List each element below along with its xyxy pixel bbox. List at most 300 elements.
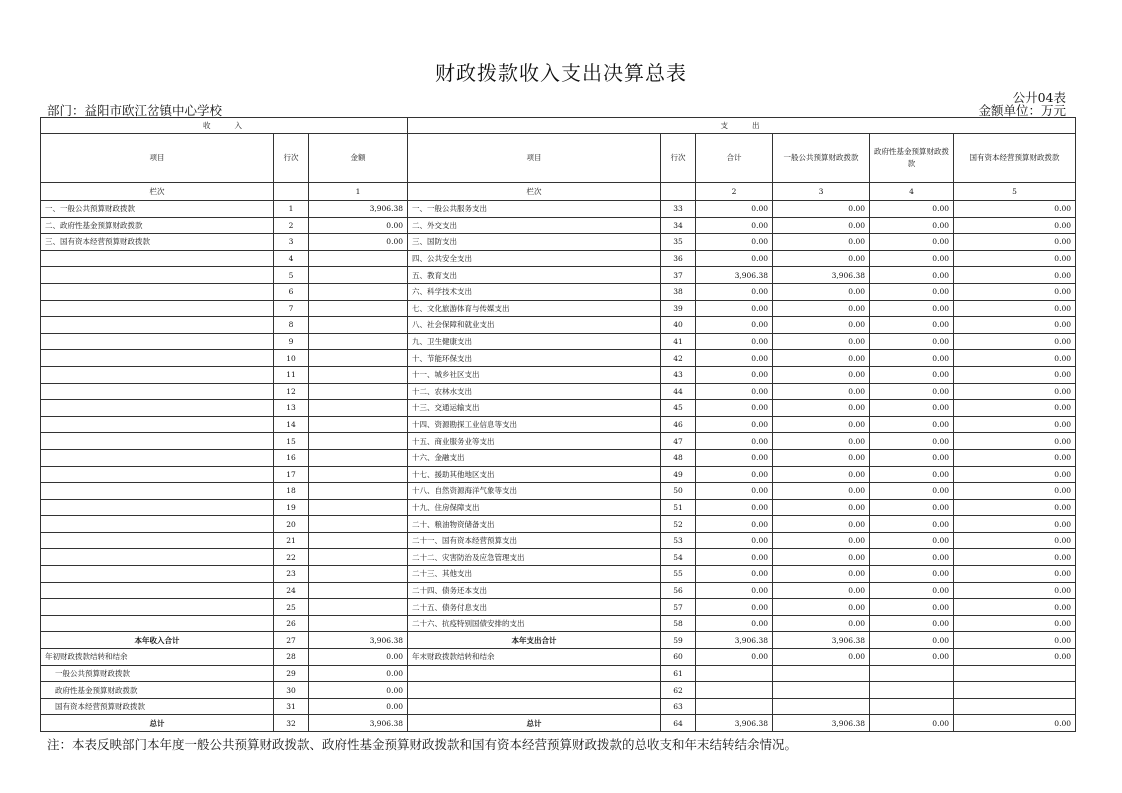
expense-general-cell: 0.00 (773, 283, 870, 300)
expense-row-number: 33 (661, 201, 696, 218)
income-row-number: 2 (274, 217, 309, 234)
income-amount-cell (309, 566, 408, 583)
income-item-cell (41, 532, 274, 549)
financial-table (40, 117, 1076, 732)
income-item-cell (41, 433, 274, 450)
expense-state-cell: 0.00 (954, 217, 1076, 234)
expense-row-number: 55 (661, 566, 696, 583)
income-row-number: 8 (274, 317, 309, 334)
expense-row-number: 62 (661, 682, 696, 699)
table-row (41, 566, 1076, 583)
expense-item-cell: 十七、援助其他地区支出 (408, 466, 661, 483)
expense-general-cell (773, 665, 870, 682)
table-row (41, 300, 1076, 317)
expense-total-cell: 0.00 (696, 250, 773, 267)
income-amount-cell: 0.00 (309, 217, 408, 234)
table-row (41, 499, 1076, 516)
income-amount-cell: 0.00 (309, 665, 408, 682)
expense-general-cell: 0.00 (773, 433, 870, 450)
expense-item-cell: 十、节能环保支出 (408, 350, 661, 367)
expense-total-cell: 0.00 (696, 449, 773, 466)
expense-general-cell: 0.00 (773, 383, 870, 400)
expense-total-cell: 0.00 (696, 383, 773, 400)
expense-row-number: 35 (661, 234, 696, 251)
income-row-number: 22 (274, 549, 309, 566)
expense-total-cell: 0.00 (696, 582, 773, 599)
header-expense-item: 项目 (408, 134, 661, 183)
expense-row-number: 43 (661, 366, 696, 383)
table-row (41, 267, 1076, 284)
income-row-number: 3 (274, 234, 309, 251)
expense-total-cell (696, 665, 773, 682)
income-item-cell (41, 582, 274, 599)
expense-fund-cell: 0.00 (870, 649, 954, 666)
income-item-cell (41, 317, 274, 334)
expense-row-number: 63 (661, 698, 696, 715)
expense-state-cell: 0.00 (954, 599, 1076, 616)
column-index-blank (661, 183, 696, 201)
expense-total-cell: 0.00 (696, 483, 773, 500)
expense-total-cell: 0.00 (696, 532, 773, 549)
expense-state-cell: 0.00 (954, 333, 1076, 350)
income-amount-cell (309, 549, 408, 566)
income-item-cell (41, 499, 274, 516)
column-index-label: 栏次 (41, 183, 274, 201)
expense-item-cell: 二十二、灾害防治及应急管理支出 (408, 549, 661, 566)
table-row (41, 632, 1076, 649)
table-row (41, 549, 1076, 566)
expense-item-cell: 二十五、债务付息支出 (408, 599, 661, 616)
header-income-item: 项目 (41, 134, 274, 183)
expense-general-cell: 0.00 (773, 366, 870, 383)
table-row (41, 250, 1076, 267)
expense-total-cell: 3,906.38 (696, 715, 773, 732)
expense-general-cell: 3,906.38 (773, 267, 870, 284)
expense-fund-cell (870, 698, 954, 715)
expense-fund-cell: 0.00 (870, 366, 954, 383)
table-row (41, 483, 1076, 500)
expense-item-cell: 二十一、国有资本经营预算支出 (408, 532, 661, 549)
expense-row-number: 53 (661, 532, 696, 549)
expense-fund-cell: 0.00 (870, 599, 954, 616)
income-amount-cell (309, 250, 408, 267)
expense-state-cell: 0.00 (954, 283, 1076, 300)
expense-general-cell: 0.00 (773, 466, 870, 483)
expense-state-cell: 0.00 (954, 317, 1076, 334)
department-label: 部门：益阳市欧江岔镇中心学校 (47, 103, 223, 118)
income-item-cell (41, 366, 274, 383)
expense-state-cell: 0.00 (954, 466, 1076, 483)
table-row (41, 715, 1076, 732)
expense-row-number: 42 (661, 350, 696, 367)
expense-item-cell: 十六、金融支出 (408, 449, 661, 466)
income-row-number: 23 (274, 566, 309, 583)
income-row-number: 26 (274, 615, 309, 632)
expense-fund-cell: 0.00 (870, 615, 954, 632)
expense-general-cell: 0.00 (773, 449, 870, 466)
expense-item-cell: 四、公共安全支出 (408, 250, 661, 267)
expense-fund-cell: 0.00 (870, 433, 954, 450)
expense-item-cell: 十二、农林水支出 (408, 383, 661, 400)
column-index-3: 3 (773, 183, 870, 201)
expense-row-number: 47 (661, 433, 696, 450)
income-amount-cell (309, 449, 408, 466)
expense-total-cell: 0.00 (696, 217, 773, 234)
table-row (41, 201, 1076, 218)
expense-general-cell (773, 682, 870, 699)
income-item-cell (41, 350, 274, 367)
expense-row-number: 39 (661, 300, 696, 317)
expense-state-cell: 0.00 (954, 366, 1076, 383)
expense-general-cell: 0.00 (773, 582, 870, 599)
income-row-number: 1 (274, 201, 309, 218)
income-item-cell: 一、一般公共预算财政拨款 (41, 201, 274, 218)
expense-total-cell: 0.00 (696, 566, 773, 583)
income-item-cell: 年初财政拨款结转和结余 (41, 649, 274, 666)
income-amount-cell: 0.00 (309, 649, 408, 666)
table-row (41, 283, 1076, 300)
column-index-label: 栏次 (408, 183, 661, 201)
income-item-cell (41, 549, 274, 566)
income-amount-cell (309, 317, 408, 334)
expense-fund-cell: 0.00 (870, 483, 954, 500)
expense-row-number: 41 (661, 333, 696, 350)
expense-general-cell: 0.00 (773, 217, 870, 234)
column-index-5: 5 (954, 183, 1076, 201)
expense-fund-cell: 0.00 (870, 300, 954, 317)
income-item-cell (41, 283, 274, 300)
table-row (41, 350, 1076, 367)
expense-general-cell: 3,906.38 (773, 715, 870, 732)
expense-total-cell: 0.00 (696, 549, 773, 566)
expense-total-cell: 0.00 (696, 350, 773, 367)
expense-general-cell: 0.00 (773, 532, 870, 549)
expense-state-cell: 0.00 (954, 549, 1076, 566)
income-item-cell (41, 400, 274, 417)
income-row-number: 20 (274, 516, 309, 533)
unit-label: 金额单位：万元 (978, 103, 1066, 118)
expense-section-header: 支 出 (408, 118, 1076, 134)
income-item-cell (41, 615, 274, 632)
income-row-number: 5 (274, 267, 309, 284)
income-amount-cell (309, 582, 408, 599)
expense-row-number: 64 (661, 715, 696, 732)
expense-total-cell (696, 682, 773, 699)
expense-state-cell: 0.00 (954, 250, 1076, 267)
income-amount-cell (309, 532, 408, 549)
expense-item-cell: 本年支出合计 (408, 632, 661, 649)
income-row-number: 10 (274, 350, 309, 367)
income-amount-cell (309, 300, 408, 317)
table-row (41, 649, 1076, 666)
expense-general-cell: 3,906.38 (773, 632, 870, 649)
expense-fund-cell: 0.00 (870, 516, 954, 533)
expense-state-cell: 0.00 (954, 566, 1076, 583)
income-amount-cell (309, 350, 408, 367)
income-item-cell (41, 333, 274, 350)
expense-fund-cell: 0.00 (870, 549, 954, 566)
income-amount-cell (309, 433, 408, 450)
income-item-cell (41, 416, 274, 433)
expense-total-cell: 0.00 (696, 400, 773, 417)
table-row (41, 582, 1076, 599)
income-amount-cell (309, 283, 408, 300)
expense-state-cell: 0.00 (954, 383, 1076, 400)
expense-item-cell: 十九、住房保障支出 (408, 499, 661, 516)
expense-state-cell (954, 682, 1076, 699)
table-row (41, 466, 1076, 483)
table-row (41, 416, 1076, 433)
expense-row-number: 54 (661, 549, 696, 566)
income-row-number: 18 (274, 483, 309, 500)
income-item-cell: 二、政府性基金预算财政拨款 (41, 217, 274, 234)
income-row-number: 9 (274, 333, 309, 350)
income-item-cell: 一般公共预算财政拨款 (41, 665, 274, 682)
expense-fund-cell: 0.00 (870, 283, 954, 300)
expense-total-cell: 0.00 (696, 201, 773, 218)
expense-row-number: 57 (661, 599, 696, 616)
expense-total-cell: 0.00 (696, 234, 773, 251)
expense-item-cell: 六、科学技术支出 (408, 283, 661, 300)
expense-state-cell: 0.00 (954, 615, 1076, 632)
expense-item-cell: 五、教育支出 (408, 267, 661, 284)
income-amount-cell: 0.00 (309, 234, 408, 251)
table-row (41, 449, 1076, 466)
income-row-number: 16 (274, 449, 309, 466)
expense-state-cell: 0.00 (954, 649, 1076, 666)
expense-general-cell: 0.00 (773, 416, 870, 433)
column-index-2: 2 (696, 183, 773, 201)
expense-state-cell: 0.00 (954, 300, 1076, 317)
expense-fund-cell: 0.00 (870, 582, 954, 599)
expense-state-cell: 0.00 (954, 416, 1076, 433)
income-row-number: 12 (274, 383, 309, 400)
expense-state-cell: 0.00 (954, 715, 1076, 732)
expense-item-cell: 二十、粮油物资储备支出 (408, 516, 661, 533)
income-amount-cell: 3,906.38 (309, 632, 408, 649)
table-row (41, 383, 1076, 400)
table-row (41, 234, 1076, 251)
expense-state-cell: 0.00 (954, 267, 1076, 284)
income-item-cell: 政府性基金预算财政拨款 (41, 682, 274, 699)
income-row-number: 11 (274, 366, 309, 383)
expense-item-cell: 十四、资源勘探工业信息等支出 (408, 416, 661, 433)
expense-fund-cell: 0.00 (870, 201, 954, 218)
header-fund-budget: 政府性基金预算财政拨款 (870, 134, 954, 183)
expense-state-cell: 0.00 (954, 582, 1076, 599)
income-row-number: 21 (274, 532, 309, 549)
income-row-number: 25 (274, 599, 309, 616)
expense-fund-cell: 0.00 (870, 416, 954, 433)
income-amount-cell (309, 383, 408, 400)
income-item-cell: 本年收入合计 (41, 632, 274, 649)
income-item-cell (41, 566, 274, 583)
header-total: 合计 (696, 134, 773, 183)
table-row (41, 433, 1076, 450)
expense-total-cell (696, 698, 773, 715)
expense-general-cell: 0.00 (773, 499, 870, 516)
expense-row-number: 52 (661, 516, 696, 533)
expense-fund-cell: 0.00 (870, 350, 954, 367)
expense-general-cell: 0.00 (773, 615, 870, 632)
column-index-1: 1 (309, 183, 408, 201)
expense-state-cell: 0.00 (954, 632, 1076, 649)
expense-state-cell: 0.00 (954, 499, 1076, 516)
header-expense-row: 行次 (661, 134, 696, 183)
expense-general-cell: 0.00 (773, 549, 870, 566)
income-item-cell (41, 250, 274, 267)
column-index-blank (274, 183, 309, 201)
expense-state-cell: 0.00 (954, 449, 1076, 466)
expense-state-cell: 0.00 (954, 516, 1076, 533)
income-row-number: 13 (274, 400, 309, 417)
income-amount-cell (309, 466, 408, 483)
expense-state-cell: 0.00 (954, 234, 1076, 251)
income-item-cell (41, 516, 274, 533)
income-row-number: 28 (274, 649, 309, 666)
expense-item-cell: 十三、交通运输支出 (408, 400, 661, 417)
income-amount-cell (309, 516, 408, 533)
expense-row-number: 51 (661, 499, 696, 516)
table-row (41, 366, 1076, 383)
expense-item-cell (408, 682, 661, 699)
expense-total-cell: 0.00 (696, 516, 773, 533)
expense-general-cell: 0.00 (773, 317, 870, 334)
income-item-cell: 国有资本经营预算财政拨款 (41, 698, 274, 715)
expense-general-cell: 0.00 (773, 599, 870, 616)
income-row-number: 6 (274, 283, 309, 300)
expense-row-number: 37 (661, 267, 696, 284)
expense-total-cell: 0.00 (696, 283, 773, 300)
expense-total-cell: 3,906.38 (696, 267, 773, 284)
expense-row-number: 61 (661, 665, 696, 682)
expense-row-number: 46 (661, 416, 696, 433)
expense-item-cell: 十八、自然资源海洋气象等支出 (408, 483, 661, 500)
expense-fund-cell (870, 665, 954, 682)
income-amount-cell (309, 615, 408, 632)
expense-item-cell: 七、文化旅游体育与传媒支出 (408, 300, 661, 317)
income-row-number: 27 (274, 632, 309, 649)
expense-item-cell: 二十四、债务还本支出 (408, 582, 661, 599)
table-row (41, 532, 1076, 549)
income-item-cell: 三、国有资本经营预算财政拨款 (41, 234, 274, 251)
expense-general-cell: 0.00 (773, 516, 870, 533)
income-row-number: 31 (274, 698, 309, 715)
expense-row-number: 49 (661, 466, 696, 483)
expense-item-cell: 一、一般公共服务支出 (408, 201, 661, 218)
table-row (41, 698, 1076, 715)
expense-item-cell: 十五、商业服务业等支出 (408, 433, 661, 450)
expense-item-cell: 二十三、其他支出 (408, 566, 661, 583)
form-number: 公廾04表 (1012, 90, 1066, 105)
expense-general-cell: 0.00 (773, 201, 870, 218)
expense-item-cell: 总计 (408, 715, 661, 732)
income-row-number: 30 (274, 682, 309, 699)
expense-fund-cell: 0.00 (870, 333, 954, 350)
expense-total-cell: 0.00 (696, 317, 773, 334)
column-index-4: 4 (870, 183, 954, 201)
expense-total-cell: 0.00 (696, 649, 773, 666)
income-amount-cell: 3,906.38 (309, 201, 408, 218)
expense-total-cell: 0.00 (696, 333, 773, 350)
income-section-header: 收 入 (41, 118, 408, 134)
expense-row-number: 60 (661, 649, 696, 666)
income-item-cell (41, 599, 274, 616)
income-item-cell (41, 449, 274, 466)
expense-total-cell: 0.00 (696, 416, 773, 433)
expense-total-cell: 0.00 (696, 366, 773, 383)
expense-row-number: 48 (661, 449, 696, 466)
expense-state-cell: 0.00 (954, 433, 1076, 450)
expense-fund-cell: 0.00 (870, 400, 954, 417)
expense-fund-cell (870, 682, 954, 699)
expense-row-number: 50 (661, 483, 696, 500)
expense-state-cell (954, 698, 1076, 715)
expense-state-cell: 0.00 (954, 400, 1076, 417)
expense-fund-cell: 0.00 (870, 383, 954, 400)
income-amount-cell: 0.00 (309, 682, 408, 699)
expense-item-cell: 二十六、抗疫特别国债安排的支出 (408, 615, 661, 632)
expense-general-cell: 0.00 (773, 234, 870, 251)
table-row (41, 217, 1076, 234)
expense-row-number: 34 (661, 217, 696, 234)
expense-total-cell: 0.00 (696, 615, 773, 632)
income-amount-cell: 3,906.38 (309, 715, 408, 732)
expense-total-cell: 3,906.38 (696, 632, 773, 649)
expense-general-cell (773, 698, 870, 715)
expense-fund-cell: 0.00 (870, 632, 954, 649)
expense-general-cell: 0.00 (773, 483, 870, 500)
table-row (41, 615, 1076, 632)
expense-fund-cell: 0.00 (870, 466, 954, 483)
income-amount-cell (309, 366, 408, 383)
expense-state-cell: 0.00 (954, 483, 1076, 500)
table-row (41, 682, 1076, 699)
expense-state-cell (954, 665, 1076, 682)
expense-row-number: 36 (661, 250, 696, 267)
income-row-number: 4 (274, 250, 309, 267)
income-item-cell (41, 300, 274, 317)
expense-fund-cell: 0.00 (870, 499, 954, 516)
expense-item-cell: 年末财政拨款结转和结余 (408, 649, 661, 666)
expense-fund-cell: 0.00 (870, 715, 954, 732)
header-income-amount: 金额 (309, 134, 408, 183)
expense-total-cell: 0.00 (696, 433, 773, 450)
expense-row-number: 58 (661, 615, 696, 632)
header-general-budget: 一般公共预算财政拨款 (773, 134, 870, 183)
expense-row-number: 56 (661, 582, 696, 599)
expense-row-number: 45 (661, 400, 696, 417)
expense-fund-cell: 0.00 (870, 532, 954, 549)
income-item-cell (41, 483, 274, 500)
expense-item-cell (408, 665, 661, 682)
header-state-capital-budget: 国有资本经营预算财政拨款 (954, 134, 1076, 183)
expense-general-cell: 0.00 (773, 649, 870, 666)
expense-row-number: 44 (661, 383, 696, 400)
expense-total-cell: 0.00 (696, 466, 773, 483)
income-amount-cell (309, 400, 408, 417)
income-amount-cell (309, 416, 408, 433)
table-row (41, 400, 1076, 417)
page-title: 财政拨款收入支出决算总表 (435, 61, 687, 85)
expense-fund-cell: 0.00 (870, 449, 954, 466)
expense-total-cell: 0.00 (696, 300, 773, 317)
expense-item-cell: 二、外交支出 (408, 217, 661, 234)
expense-general-cell: 0.00 (773, 350, 870, 367)
income-amount-cell (309, 599, 408, 616)
income-row-number: 7 (274, 300, 309, 317)
income-row-number: 17 (274, 466, 309, 483)
